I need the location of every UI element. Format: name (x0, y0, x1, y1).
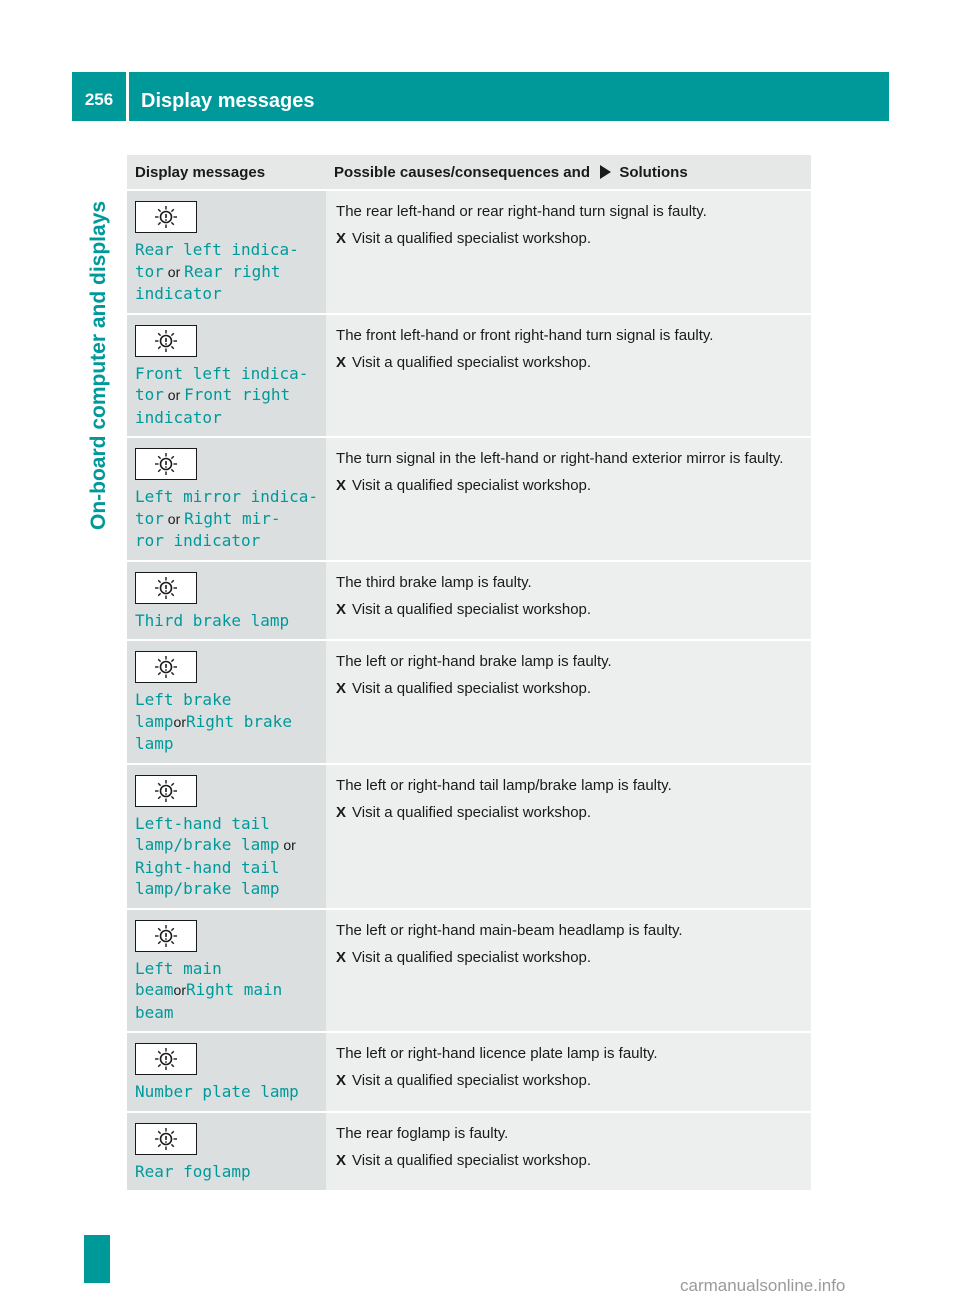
watermark: carmanualsonline.info (680, 1276, 846, 1295)
table-row (127, 1032, 811, 1112)
step-marker-icon: X (336, 948, 347, 966)
side-marker (84, 1235, 110, 1283)
column-header-causes-text: Possible causes/consequences and (334, 163, 590, 181)
solution-step (336, 1070, 803, 1092)
display-messages-table (127, 155, 811, 1192)
solution-step (336, 1150, 803, 1172)
display-message-cell (127, 1032, 326, 1112)
or-connector: or (163, 387, 185, 403)
display-message-text (135, 958, 318, 1024)
or-connector: or (163, 510, 185, 527)
message-code: Right brake lamp (135, 711, 292, 753)
display-message-text (135, 486, 318, 552)
table-row (127, 764, 811, 909)
column-header-causes (326, 155, 811, 190)
cause-text: The left or right-hand main-beam headlamp is faulty. (336, 921, 683, 939)
solution-text: Visit a qualified specialist workshop. (352, 948, 592, 966)
table-row (127, 190, 811, 314)
display-message-cell (127, 190, 326, 314)
solution-step (336, 475, 803, 497)
message-code: Front left indica- tor (135, 363, 309, 404)
solution-step (336, 947, 803, 969)
cause-text: The rear foglamp is faulty. (336, 1124, 509, 1142)
solution-text: Visit a qualified specialist workshop. (352, 680, 592, 697)
causes-solutions-cell (326, 190, 811, 314)
message-code: Right-hand tail lamp/brake lamp (135, 857, 280, 898)
display-message-text (135, 1081, 318, 1103)
display-message-cell (127, 909, 326, 1033)
table-row (127, 437, 811, 561)
message-code: Third brake lamp (135, 610, 290, 630)
display-message-cell (127, 764, 326, 909)
causes-solutions-cell (326, 314, 811, 438)
solution-step (336, 678, 803, 700)
solution-text: Visit a qualified specialist workshop. (352, 353, 592, 371)
causes-solutions-cell (326, 1112, 811, 1192)
cause-text: The third brake lamp is faulty. (336, 573, 532, 591)
solution-step (336, 228, 803, 250)
message-code: Right main beam (135, 980, 283, 1022)
bulb-fault-icon (135, 448, 197, 480)
cause-text: The rear left-hand or rear right-hand turn signal is faulty. (336, 203, 707, 220)
message-code: Front right indicator (135, 385, 291, 427)
causes-solutions-cell (326, 764, 811, 909)
step-marker-icon: X (336, 680, 347, 697)
solution-text: Visit a qualified specialist workshop. (352, 1072, 592, 1089)
or-connector: or (283, 837, 296, 853)
section-side-label: On-board computer and displays (87, 200, 110, 530)
column-header-display-messages: Display messages (127, 155, 326, 190)
step-marker-icon: X (336, 600, 347, 618)
cause-text: The turn signal in the left-hand or right-hand exterior mirror is faulty. (336, 450, 784, 467)
bulb-fault-icon (135, 201, 197, 233)
page-header (72, 72, 889, 121)
step-marker-icon: X (336, 1072, 347, 1089)
cause-text: The left or right-hand tail lamp/brake lamp is faulty. (336, 776, 672, 794)
display-message-cell (127, 561, 326, 641)
solution-text: Visit a qualified specialist workshop. (352, 477, 592, 494)
message-code: Left mirror indica- tor (135, 487, 319, 528)
solution-step (336, 352, 803, 374)
causes-solutions-cell (326, 640, 811, 764)
solution-text: Visit a qualified specialist workshop. (352, 600, 592, 618)
solution-text: Visit a qualified specialist workshop. (352, 1151, 592, 1169)
step-marker-icon: X (336, 1151, 347, 1169)
causes-solutions-cell (326, 437, 811, 561)
step-marker-icon: X (336, 477, 347, 494)
display-message-text (135, 610, 318, 632)
message-code: Left-hand tail lamp/brake lamp (135, 813, 280, 854)
bulb-fault-icon (135, 775, 197, 807)
solution-text: Visit a qualified specialist workshop. (352, 230, 592, 247)
display-message-cell (127, 640, 326, 764)
column-header-solutions-text: Solutions (619, 163, 688, 181)
bulb-fault-icon (135, 325, 197, 357)
table-row (127, 909, 811, 1033)
display-message-text (135, 239, 318, 305)
table-row (127, 640, 811, 764)
solution-step (336, 802, 803, 824)
message-code: Rear left indica- tor (135, 240, 299, 281)
causes-solutions-cell (326, 561, 811, 641)
message-code: Left main beam (135, 958, 222, 999)
message-code: Left brake lamp (135, 690, 232, 731)
table-row (127, 314, 811, 438)
display-message-cell (127, 314, 326, 438)
play-arrow-icon (600, 165, 611, 179)
display-message-text (135, 813, 318, 900)
table-row (127, 1112, 811, 1192)
cause-text: The left or right-hand licence plate lamp is faulty. (336, 1045, 658, 1062)
bulb-fault-icon (135, 1123, 197, 1155)
cause-text: The left or right-hand brake lamp is faulty. (336, 653, 612, 670)
display-message-cell (127, 1112, 326, 1192)
bulb-fault-icon (135, 1043, 197, 1075)
message-code: Right mir- ror indicator (135, 508, 281, 550)
table-header-row (127, 155, 811, 190)
display-message-text (135, 363, 318, 429)
solution-step (336, 599, 803, 621)
display-message-text (135, 1161, 318, 1183)
message-code: Rear foglamp (135, 1161, 251, 1181)
or-connector: or (173, 982, 186, 998)
step-marker-icon: X (336, 353, 347, 371)
cause-text: The front left-hand or front right-hand turn signal is faulty. (336, 326, 714, 344)
step-marker-icon: X (336, 803, 347, 821)
bulb-fault-icon (135, 920, 197, 952)
bulb-fault-icon (135, 572, 197, 604)
display-message-text (135, 689, 318, 755)
header-divider (126, 72, 129, 121)
message-code: Rear right indicator (135, 261, 281, 303)
page-number: 256 (84, 90, 114, 109)
display-message-cell (127, 437, 326, 561)
or-connector: or (173, 713, 186, 730)
or-connector: or (163, 263, 185, 280)
table-row (127, 561, 811, 641)
bulb-fault-icon (135, 651, 197, 683)
step-marker-icon: X (336, 230, 347, 247)
message-code: Number plate lamp (135, 1082, 299, 1101)
solution-text: Visit a qualified specialist workshop. (352, 803, 592, 821)
causes-solutions-cell (326, 909, 811, 1033)
page-title: Display messages (141, 90, 315, 112)
causes-solutions-cell (326, 1032, 811, 1112)
